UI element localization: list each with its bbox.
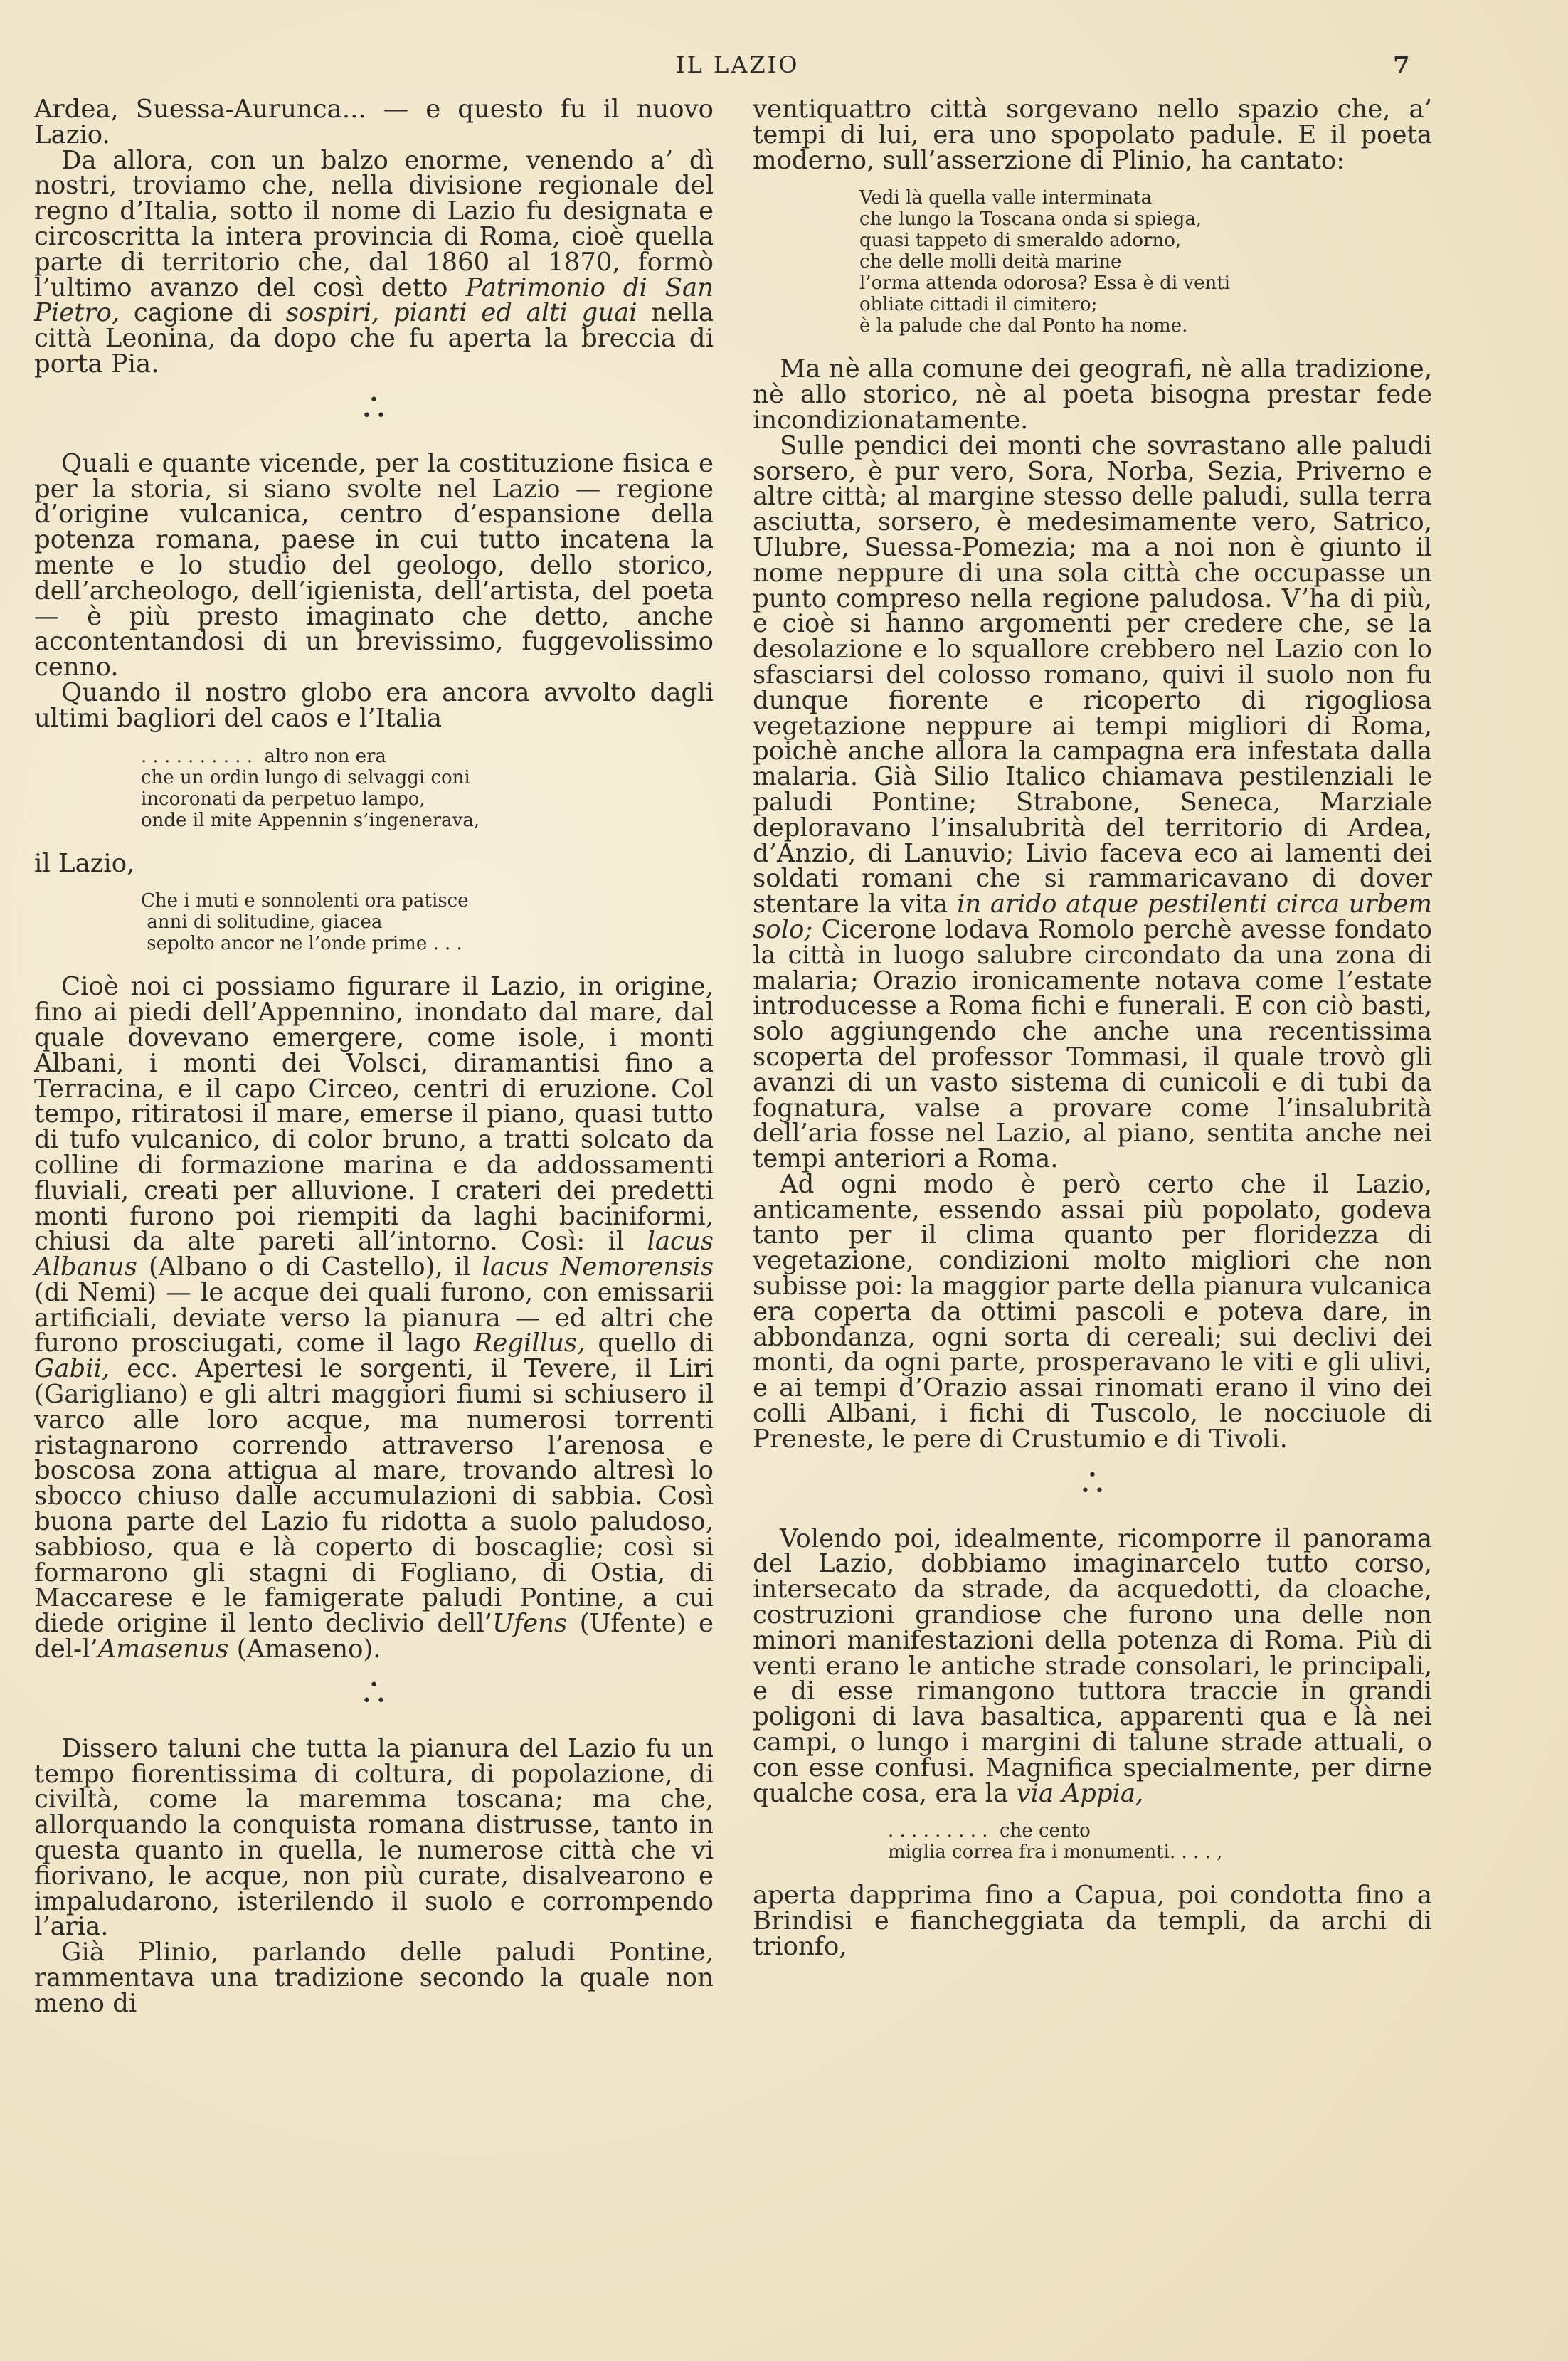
paragraph: Sulle pendici dei monti che sovrastano alle paludi sorsero, è pur vero, Sora, Norba, Sezia, Priverno e altre città; al margine stesso delle paludi, sulla terra asciutta, sorsero, è medesimamente vero, Satrico, Ulubre, Suessa-Pomezia; ma a noi non è giunto il nome neppure di una sola città che occupasse un punto compreso nella regione paludosa. V’ha di più, e cioè si hanno argomenti per credere che, se la desolazione e lo squallore crebbero nel Lazio con lo sfasciarsi del colosso romano, quivi il suolo non fu dunque fiorente e ricoperto di rigogliosa vegetazione neppure ai tempi migliori di Roma, poichè anche allora la campagna era infestata dalla malaria. Già Silio Italico chiamava pestilenziali le paludi Pontine; Strabone, Seneca, Marziale deploravano l’insalubrità del territorio di Ardea, d’Anzio, di Lanuvio; Livio faceva eco ai lamenti dei soldati romani che si rammaricavano di dover stentare la vita in arido atque pestilenti circa urbem solo; Cicerone lodava Romolo perchè avesse fondato la città in luogo salubre circondato da una zona di malaria; Orazio ironicamente notava come l’estate introducesse a Roma fichi e funerali. E con ciò basti, solo aggiungendo che anche una recentissima scoperta del professor Tommasi, il quale trovò gli avanzi di un vasto sistema di cunicoli e di tubi da fognatura, valse a provare come l’insalubrità dell’aria fosse nel Lazio, al piano, sentita anche nei tempi anteriori a Roma.: [753, 431, 1433, 1174]
verse-quote: . . . . . . . . . che cento miglia correa fra i monumenti. . . . ,: [888, 1820, 1223, 1864]
paragraph: Quali e quante vicende, per la costituzione fisica e per la storia, si siano svolte nel Lazio — regione d’origine vulcanica, centro d’espansione della potenza romana, paese in cui tutto incatena la mente e lo studio del geologo, dello storico, dell’archeologo, dell’igienista, dell’artista, del poeta — è più presto imaginato che detto, anche accontentandosi di un brevissimo, fuggevolissimo cenno.: [34, 448, 714, 682]
section-separator: • • •: [362, 1676, 386, 1710]
paragraph: ventiquattro città sorgevano nello spazio che, a’ tempi di lui, era uno spopolato padule. E il poeta moderno, sull’asserzione di Plinio, ha cantato:: [753, 95, 1432, 175]
verse-quote: Che i muti e sonnolenti ora patisce anni di solitudine, giacea sepolto ancor ne l’onde prime . . .: [141, 890, 469, 955]
paragraph: Già Plinio, parlando delle paludi Pontine, rammentava una tradizione secondo la quale non meno di: [34, 1938, 714, 2018]
paragraph: Ardea, Suessa-Aurunca... — e questo fu il nuovo Lazio.: [34, 95, 714, 149]
section-separator: • • •: [1081, 1466, 1104, 1500]
paragraph: Dissero taluni che tutta la pianura del Lazio fu un tempo fiorentissima di coltura, di popolazione, di civiltà, come la maremma toscana; ma che, allorquando la conquista romana distrusse, tanto in questa quanto in quella, le numerose città che vi fiorivano, le acque, non più curate, disalvearono e impaludarono, isterilendo il suolo e corrompendo l’aria.: [34, 1733, 714, 1942]
paragraph: Ma nè alla comune dei geografi, nè alla tradizione, nè allo storico, nè al poeta bisogna prestar fede incondizionatamente.: [753, 354, 1432, 435]
paragraph: Cioè noi ci possiamo figurare il Lazio, in origine, fino ai piedi dell’Appennino, inondato dal mare, dal quale dovevano emergere, come isole, i monti Albani, i monti dei Volsci, diramantisi fino a Terracina, e il capo Circeo, centri di eruzione. Col tempo, ritiratosi il mare, emerse il piano, quasi tutto di tufo vulcanico, di color bruno, a tratti solcato da colline di formazione marina e da addossamenti fluviali, creati per alluvione. I crateri dei predetti monti furono poi riempiti da laghi baciniformi, chiusi da alte pareti all’intorno. Così: il lacus Albanus (Albano o di Castello), il lacus Nemorensis (di Nemi) — le acque dei quali furono, con emissarii artificiali, deviate verso la pianura — ed altri che furono prosciugati, come il lago Regillus, quello di Gabii, ecc. Apertesi le sorgenti, il Tevere, il Liri (Garigliano) e gli altri maggiori fiumi si schiusero il varco alle loro acque, ma numerosi torrenti ristagnarono correndo attraverso l’arenosa e boscosa zona attigua al mare, trovando altresì lo sbocco chiuso dalle accumulazioni di sabbia. Così buona parte del Lazio fu ridotta a suolo paludoso, sabbioso, qua e là coperto di boscaglie; così si formarono gli stagni di Fogliano, di Ostia, di Maccarese e le famigerate paludi Pontine, a cui diede origine il lento declivio dell’Ufens (Ufente) e del-l’Amasenus (Amaseno).: [34, 972, 714, 1664]
paragraph: Da allora, con un balzo enorme, venendo a’ dì nostri, troviamo che, nella divisione regionale del regno d’Italia, sotto il nome di Lazio fu designata e circoscritta la intera provincia di Roma, cioè quella parte di territorio che, dal 1860 al 1870, formò l’ultimo avanzo del così detto Patrimonio di San Pietro, cagione di sospiri, pianti ed alti guai nella città Leonina, da dopo che fu aperta la breccia di porta Pia.: [34, 145, 714, 379]
paragraph: Quando il nostro globo era ancora avvolto dagli ultimi bagliori del caos e l’Italia: [34, 677, 714, 733]
paragraph: aperta dapprima fino a Capua, poi condotta fino a Brindisi e fiancheggiata da templi, da archi di trionfo,: [753, 1881, 1432, 1962]
running-header: [0, 51, 1568, 87]
running-title: IL LAZIO: [676, 51, 800, 78]
verse-quote: . . . . . . . . . . altro non era che un ordin lungo di selvaggi coni incoronati da perpetuo lampo, onde il mite Appennin s’ingenerava,: [141, 745, 480, 831]
paragraph: Ad ogni modo è però certo che il Lazio, anticamente, essendo assai più popolato, godeva tanto per il clima quanto per floridezza di vegetazione, condizioni molto migliori che non subisse poi: la maggior parte della pianura vulcanica era coperta da ottimi pascoli e poteva dare, in abbondanza, ogni sorta di cereali; sui declivi dei monti, da ogni parte, prosperavano le viti e gli ulivi, e ai tempi d’Orazio assai rinomati erano il vino dei colli Albani, i fichi di Tuscolo, le nocciuole di Preneste, le pere di Crustumio e di Tivoli.: [753, 1169, 1432, 1454]
paragraph: il Lazio,: [34, 848, 135, 878]
left-column: [34, 97, 714, 2017]
paragraph: Volendo poi, idealmente, ricomporre il panorama del Lazio, dobbiamo imaginarcelo tutto corso, intersecato da strade, da acquedotti, da cloache, costruzioni grandiose che furono una delle non minori manifestazioni della potenza di Roma. Più di venti erano le antiche strade consolari, le principali, e di esse rimangono tuttora traccie in grandi poligoni di lava basaltica, apparenti qua e là nei campi, o lungo i margini di talune strade attuali, o con esse confusi. Magnifica specialmente, per dirne qualche cosa, era la via Appia,: [753, 1523, 1432, 1808]
page-number: 7: [1393, 51, 1410, 80]
section-separator: • • •: [362, 391, 386, 425]
verse-quote: Vedi là quella valle interminata che lungo la Toscana onda si spiega, quasi tappeto di smeraldo adorno, che delle molli deità marine l’orma attenda odorosa? Essa è di venti obliate cittadi il cimitero; è la palude che dal Ponto ha nome.: [859, 187, 1230, 337]
right-column: [753, 97, 1432, 1960]
